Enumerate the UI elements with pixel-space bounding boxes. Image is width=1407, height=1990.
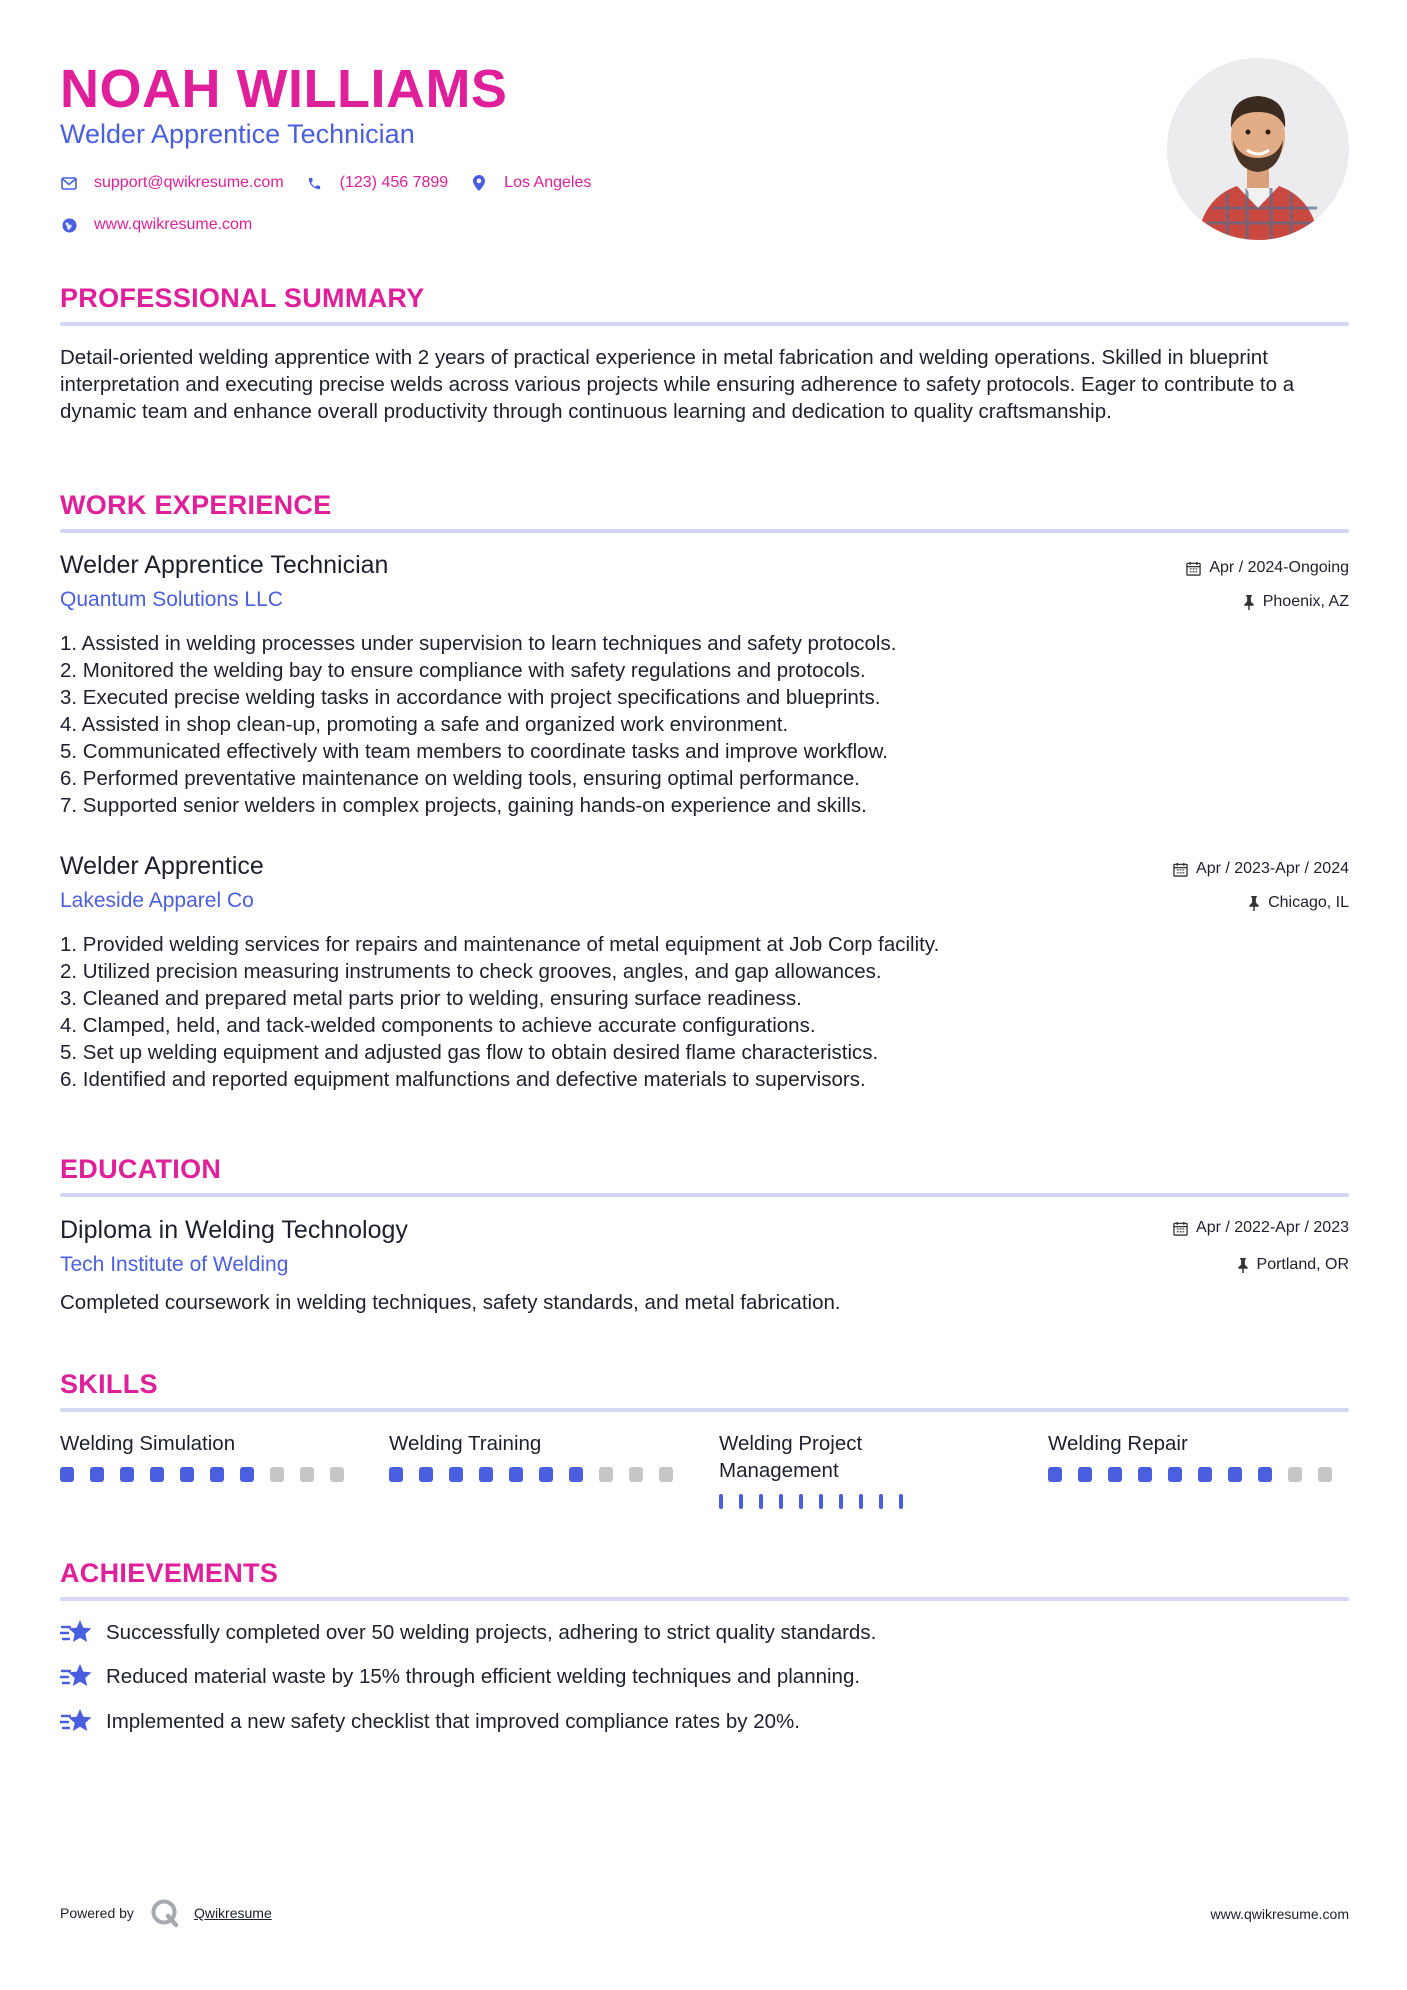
qwikresume-logo-icon [150,1898,180,1928]
list-item: 1. Provided welding services for repairs and maintenance of metal equipment at Job Corp facility. [60,933,940,956]
skill-dot-filled [240,1467,254,1482]
job-location-text: Chicago, IL [1268,894,1349,911]
skill-item [719,1430,919,1509]
skill-dot-filled [1168,1467,1182,1482]
skill-dot-empty [300,1467,314,1482]
company-name: Quantum Solutions LLC [60,588,283,611]
skill-name: Welding Simulation [60,1432,236,1455]
summary-text: Detail-oriented welding apprentice with 2 years of practical experience in metal fabrication and welding operations. Skilled in blueprint interpretation and executing precise welds across various projects while ensuring adherence to safety protocols. Eager to contribute to a dynamic team and enhance overall productivity through continuous learning and dedication to quality craftsmanship. [60,346,1295,423]
star-icon [60,1662,92,1692]
achievement-item [60,1662,860,1692]
skill-dot-filled [1048,1467,1062,1482]
skill-dot-filled [180,1467,194,1482]
job-dates [1173,860,1349,878]
contact-row-secondary [60,216,274,234]
skill-dot-filled [719,1494,723,1509]
job-location [1248,894,1349,912]
job-bullets [60,630,1350,819]
skill-dot-filled [150,1467,164,1482]
email-link[interactable]: support@qwikresume.com [94,174,284,191]
skill-dot-filled [1198,1467,1212,1482]
skill-dot-filled [1228,1467,1242,1482]
skill-dot-filled [210,1467,224,1482]
star-icon [60,1707,92,1737]
section-title-achievements: ACHIEVEMENTS [60,1558,279,1588]
envelope-icon [60,174,78,192]
list-item: 5. Set up welding equipment and adjusted gas flow to obtain desired flame characteristics. [60,1041,879,1064]
section-divider [60,1193,1349,1197]
skill-dot-filled [419,1467,433,1482]
skill-dot-filled [389,1467,403,1482]
skill-item [389,1430,689,1482]
skill-dot-empty [330,1467,344,1482]
skill-dot-empty [270,1467,284,1482]
powered-by-label: Powered by [60,1905,134,1921]
skill-dot-filled [819,1494,823,1509]
skill-dot-filled [479,1467,493,1482]
skill-name: Welding Repair [1048,1432,1188,1455]
skill-dot-filled [759,1494,763,1509]
skill-dot-filled [90,1467,104,1482]
list-item: 4. Clamped, held, and tack-welded components to achieve accurate configurations. [60,1014,816,1037]
skill-item [1048,1430,1348,1482]
pushpin-icon [1237,1258,1249,1273]
qwikresume-link[interactable]: Qwikresume [193,1905,272,1921]
pushpin-icon [1243,595,1255,610]
job-dates-text: Apr / 2024-Ongoing [1209,559,1349,576]
candidate-name: NOAH WILLIAMS [60,59,508,119]
education-dates [1173,1219,1349,1237]
skill-dot-filled [839,1494,843,1509]
list-item: 2. Monitored the welding bay to ensure compliance with safety regulations and protocols. [60,659,866,682]
list-item: 6. Performed preventative maintenance on welding tools, ensuring optimal performance. [60,767,860,790]
job-title: Welder Apprentice [60,852,264,880]
section-divider [60,322,1349,326]
achievement-text: Successfully completed over 50 welding projects, adhering to strict quality standards. [106,1621,877,1644]
achievement-item [60,1618,876,1648]
skill-dot-filled [1258,1467,1272,1482]
profile-photo [1167,58,1349,240]
list-item: 5. Communicated effectively with team members to coordinate tasks and improve workflow. [60,740,888,763]
company-name: Lakeside Apparel Co [60,889,254,912]
list-item: 1. Assisted in welding processes under supervision to learn techniques and safety protocols. [60,632,897,655]
skill-level-dots [60,1467,360,1482]
skill-dot-filled [509,1467,523,1482]
skill-dot-empty [1318,1467,1332,1482]
contact-row-primary [60,174,613,192]
skill-dot-empty [659,1467,673,1482]
calendar-icon [1186,561,1201,576]
footer-website[interactable]: www.qwikresume.com [1210,1906,1349,1922]
skill-dot-filled [859,1494,863,1509]
skill-dot-empty [599,1467,613,1482]
job-location-text: Phoenix, AZ [1262,593,1349,610]
job-dates [1186,559,1349,577]
calendar-icon [1173,1221,1188,1236]
education-description: Completed coursework in welding techniques, safety standards, and metal fabrication. [60,1291,841,1314]
map-pin-icon [470,174,488,192]
school-name: Tech Institute of Welding [60,1253,289,1276]
list-item: 3. Executed precise welding tasks in accordance with project specifications and blueprints. [60,686,881,709]
list-item: 3. Cleaned and prepared metal parts prior to welding, ensuring surface readiness. [60,987,802,1010]
star-icon [60,1618,92,1648]
skill-dot-filled [899,1494,903,1509]
list-item: 7. Supported senior welders in complex projects, gaining hands-on experience and skills. [60,794,867,817]
education-location [1237,1256,1349,1274]
website-link[interactable]: www.qwikresume.com [94,216,253,233]
skill-name: Welding Project Management [719,1432,863,1482]
skill-dot-filled [569,1467,583,1482]
education-location-text: Portland, OR [1256,1256,1349,1273]
section-title-skills: SKILLS [60,1369,158,1399]
skill-level-dots [1048,1467,1348,1482]
job-dates-text: Apr / 2023-Apr / 2024 [1196,860,1349,877]
skill-dot-empty [1288,1467,1302,1482]
skill-name: Welding Training [389,1432,542,1455]
job-bullets [60,931,1350,1093]
skill-dot-filled [879,1494,883,1509]
achievement-item [60,1707,800,1737]
list-item: 2. Utilized precision measuring instruments to check grooves, angles, and gap allowances. [60,960,882,983]
achievement-text: Reduced material waste by 15% through efficient welding techniques and planning. [106,1665,861,1688]
skill-dot-filled [60,1467,74,1482]
section-title-experience: WORK EXPERIENCE [60,490,332,520]
location-text: Los Angeles [504,174,592,191]
list-item: 4. Assisted in shop clean-up, promoting a safe and organized work environment. [60,713,789,736]
skill-dot-filled [1078,1467,1092,1482]
job-location [1243,593,1349,611]
skill-dot-empty [629,1467,643,1482]
skill-dot-filled [1108,1467,1122,1482]
pushpin-icon [1248,896,1260,911]
skill-dot-filled [539,1467,553,1482]
phone-icon [306,174,324,192]
footer-powered-by [60,1898,272,1928]
skill-item [60,1430,360,1482]
section-divider [60,529,1349,533]
list-item: 6. Identified and reported equipment malfunctions and defective materials to supervisors. [60,1068,866,1091]
globe-icon [60,216,78,234]
achievement-text: Implemented a new safety checklist that improved compliance rates by 20%. [106,1710,800,1733]
skill-dot-filled [120,1467,134,1482]
education-dates-text: Apr / 2022-Apr / 2023 [1196,1219,1349,1236]
skill-dot-filled [799,1494,803,1509]
candidate-title: Welder Apprentice Technician [60,119,415,149]
section-title-summary: PROFESSIONAL SUMMARY [60,283,425,313]
skill-dot-filled [739,1494,743,1509]
calendar-icon [1173,862,1188,877]
skill-level-dots [719,1494,919,1509]
phone-number[interactable]: (123) 456 7899 [339,174,449,191]
section-divider [60,1597,1349,1601]
job-title: Welder Apprentice Technician [60,551,389,579]
skill-level-dots [389,1467,689,1482]
skill-dot-filled [1138,1467,1152,1482]
section-title-education: EDUCATION [60,1154,222,1184]
section-divider [60,1408,1349,1412]
skill-dot-filled [449,1467,463,1482]
skill-dot-filled [779,1494,783,1509]
degree-title: Diploma in Welding Technology [60,1216,408,1244]
